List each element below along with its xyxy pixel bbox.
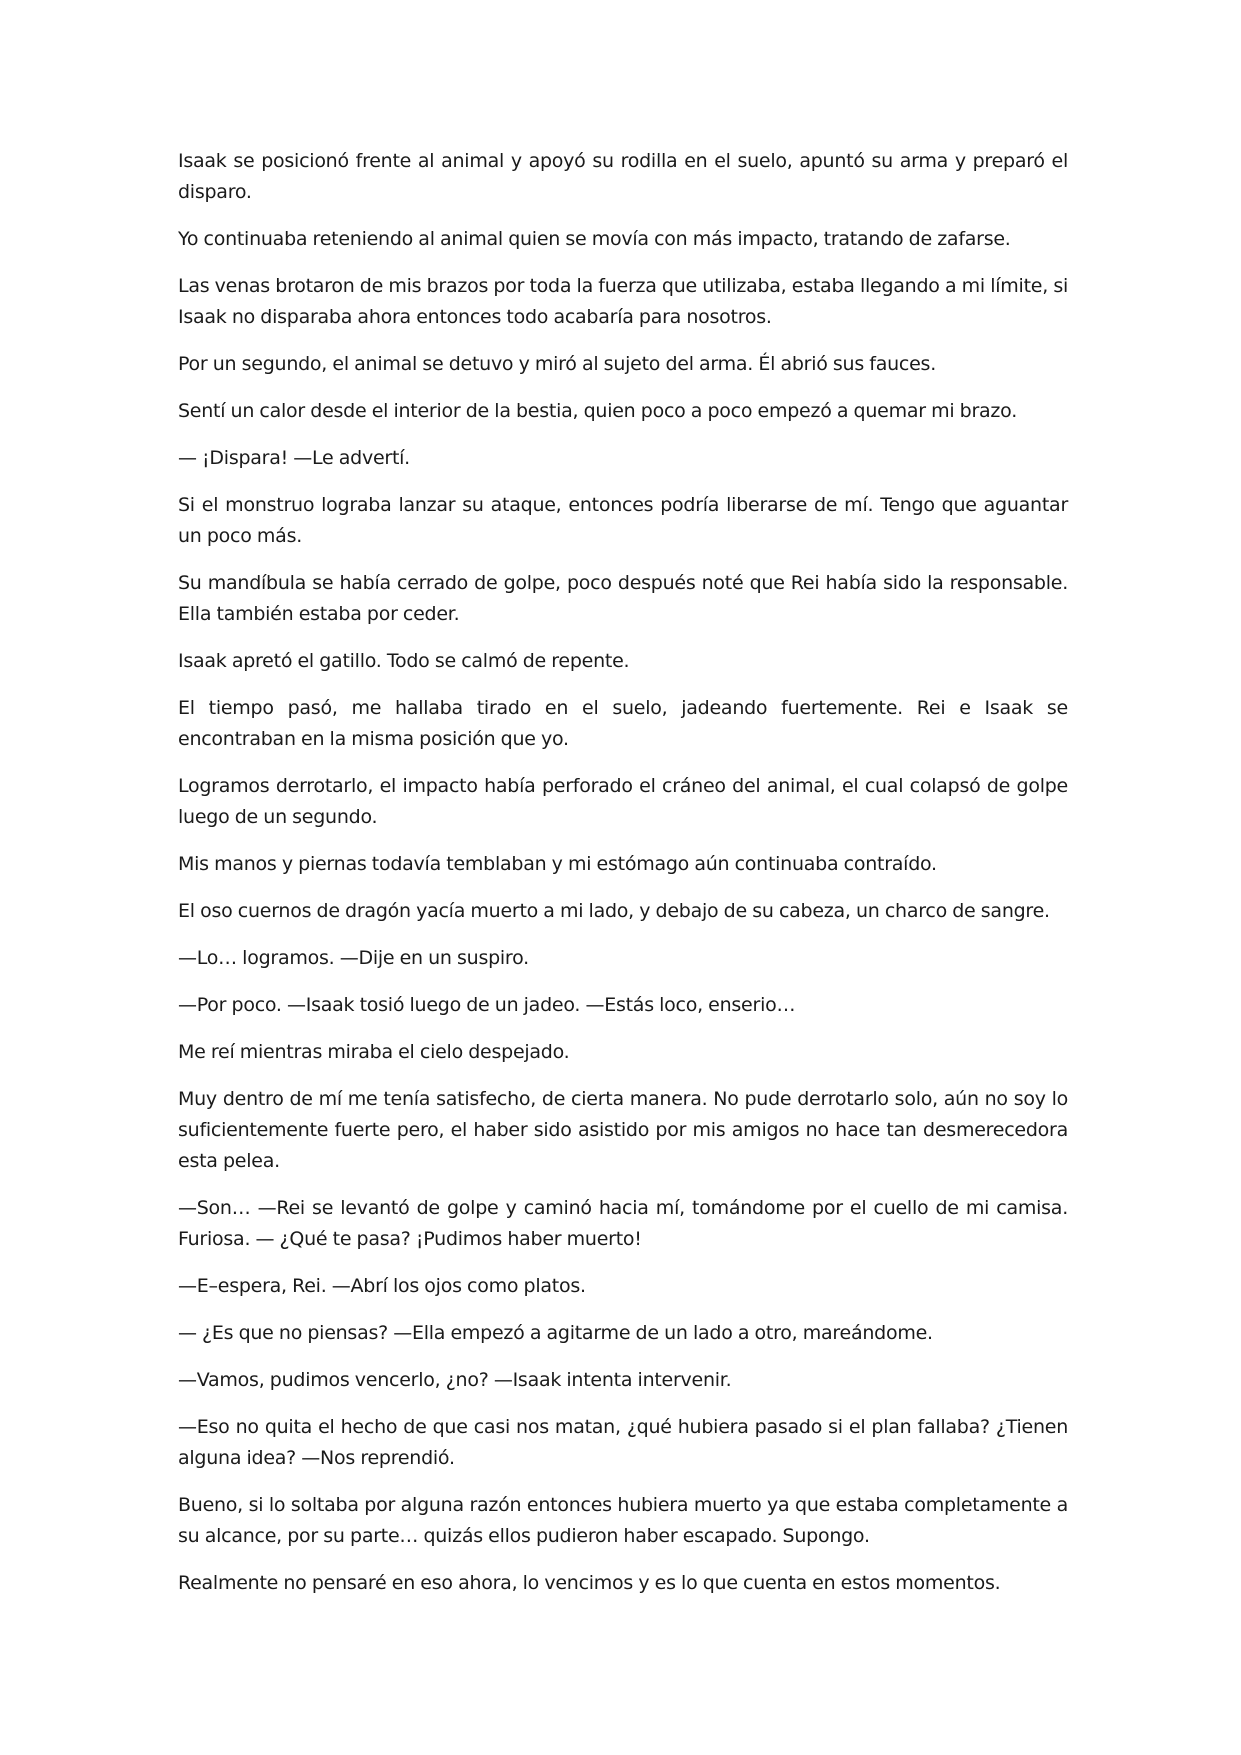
paragraph-20: — ¿Es que no piensas? —Ella empezó a agitarme de un lado a otro, mareándome. — [178, 1322, 933, 1344]
paragraph-15: —Por poco. —Isaak tosió luego de un jadeo. —Estás loco, enserio… — [178, 994, 796, 1016]
paragraph-8: Su mandíbula se había cerrado de golpe, poco después noté que Rei había sido la responsable. Ella también estaba por ceder. — [178, 572, 1068, 625]
paragraph-10: El tiempo pasó, me hallaba tirado en el suelo, jadeando fuertemente. Rei e Isaak se encontraban en la misma posición que yo. — [178, 697, 1068, 750]
paragraph-2: Yo continuaba reteniendo al animal quien se movía con más impacto, tratando de zafarse. — [178, 228, 1011, 250]
paragraph-11: Logramos derrotarlo, el impacto había perforado el cráneo del animal, el cual colapsó de golpe luego de un segundo. — [178, 775, 1068, 828]
paragraph-21: —Vamos, pudimos vencerlo, ¿no? —Isaak intenta intervenir. — [178, 1369, 732, 1391]
paragraph-12: Mis manos y piernas todavía temblaban y mi estómago aún continuaba contraído. — [178, 853, 937, 875]
paragraph-5: Sentí un calor desde el interior de la bestia, quien poco a poco empezó a quemar mi brazo. — [178, 400, 1017, 422]
paragraph-18: —Son… —Rei se levantó de golpe y caminó hacia mí, tomándome por el cuello de mi camisa. Furiosa. — ¿Qué te pasa? ¡Pudimos haber muerto! — [178, 1197, 1068, 1250]
paragraph-3: Las venas brotaron de mis brazos por toda la fuerza que utilizaba, estaba llegando a mi límite, si Isaak no disparaba ahora entonces todo acabaría para nosotros. — [178, 275, 1068, 328]
paragraph-24: Realmente no pensaré en eso ahora, lo vencimos y es lo que cuenta en estos momentos. — [178, 1572, 1001, 1594]
paragraph-4: Por un segundo, el animal se detuvo y miró al sujeto del arma. Él abrió sus fauces. — [178, 353, 936, 375]
paragraph-23: Bueno, si lo soltaba por alguna razón entonces hubiera muerto ya que estaba completamente a su alcance, por su parte… quizás ellos pudieron haber escapado. Supongo. — [178, 1494, 1068, 1547]
paragraph-16: Me reí mientras miraba el cielo despejado. — [178, 1041, 570, 1063]
document-body — [178, 146, 1068, 1615]
paragraph-17: Muy dentro de mí me tenía satisfecho, de cierta manera. No pude derrotarlo solo, aún no soy lo suficientemente fuerte pero, el haber sido asistido por mis amigos no hace tan desmerecedora esta pelea. — [178, 1088, 1068, 1172]
paragraph-7: Si el monstruo lograba lanzar su ataque, entonces podría liberarse de mí. Tengo que aguantar un poco más. — [178, 494, 1068, 547]
paragraph-6: — ¡Dispara! —Le advertí. — [178, 447, 410, 469]
paragraph-13: El oso cuernos de dragón yacía muerto a mi lado, y debajo de su cabeza, un charco de sangre. — [178, 900, 1050, 922]
paragraph-22: —Eso no quita el hecho de que casi nos matan, ¿qué hubiera pasado si el plan fallaba? ¿Tienen alguna idea? —Nos reprendió. — [178, 1416, 1068, 1469]
paragraph-19: —E–espera, Rei. —Abrí los ojos como platos. — [178, 1275, 586, 1297]
paragraph-14: —Lo… logramos. —Dije en un suspiro. — [178, 947, 529, 969]
paragraph-1: Isaak se posicionó frente al animal y apoyó su rodilla en el suelo, apuntó su arma y preparó el disparo. — [178, 150, 1068, 203]
paragraph-9: Isaak apretó el gatillo. Todo se calmó de repente. — [178, 650, 630, 672]
